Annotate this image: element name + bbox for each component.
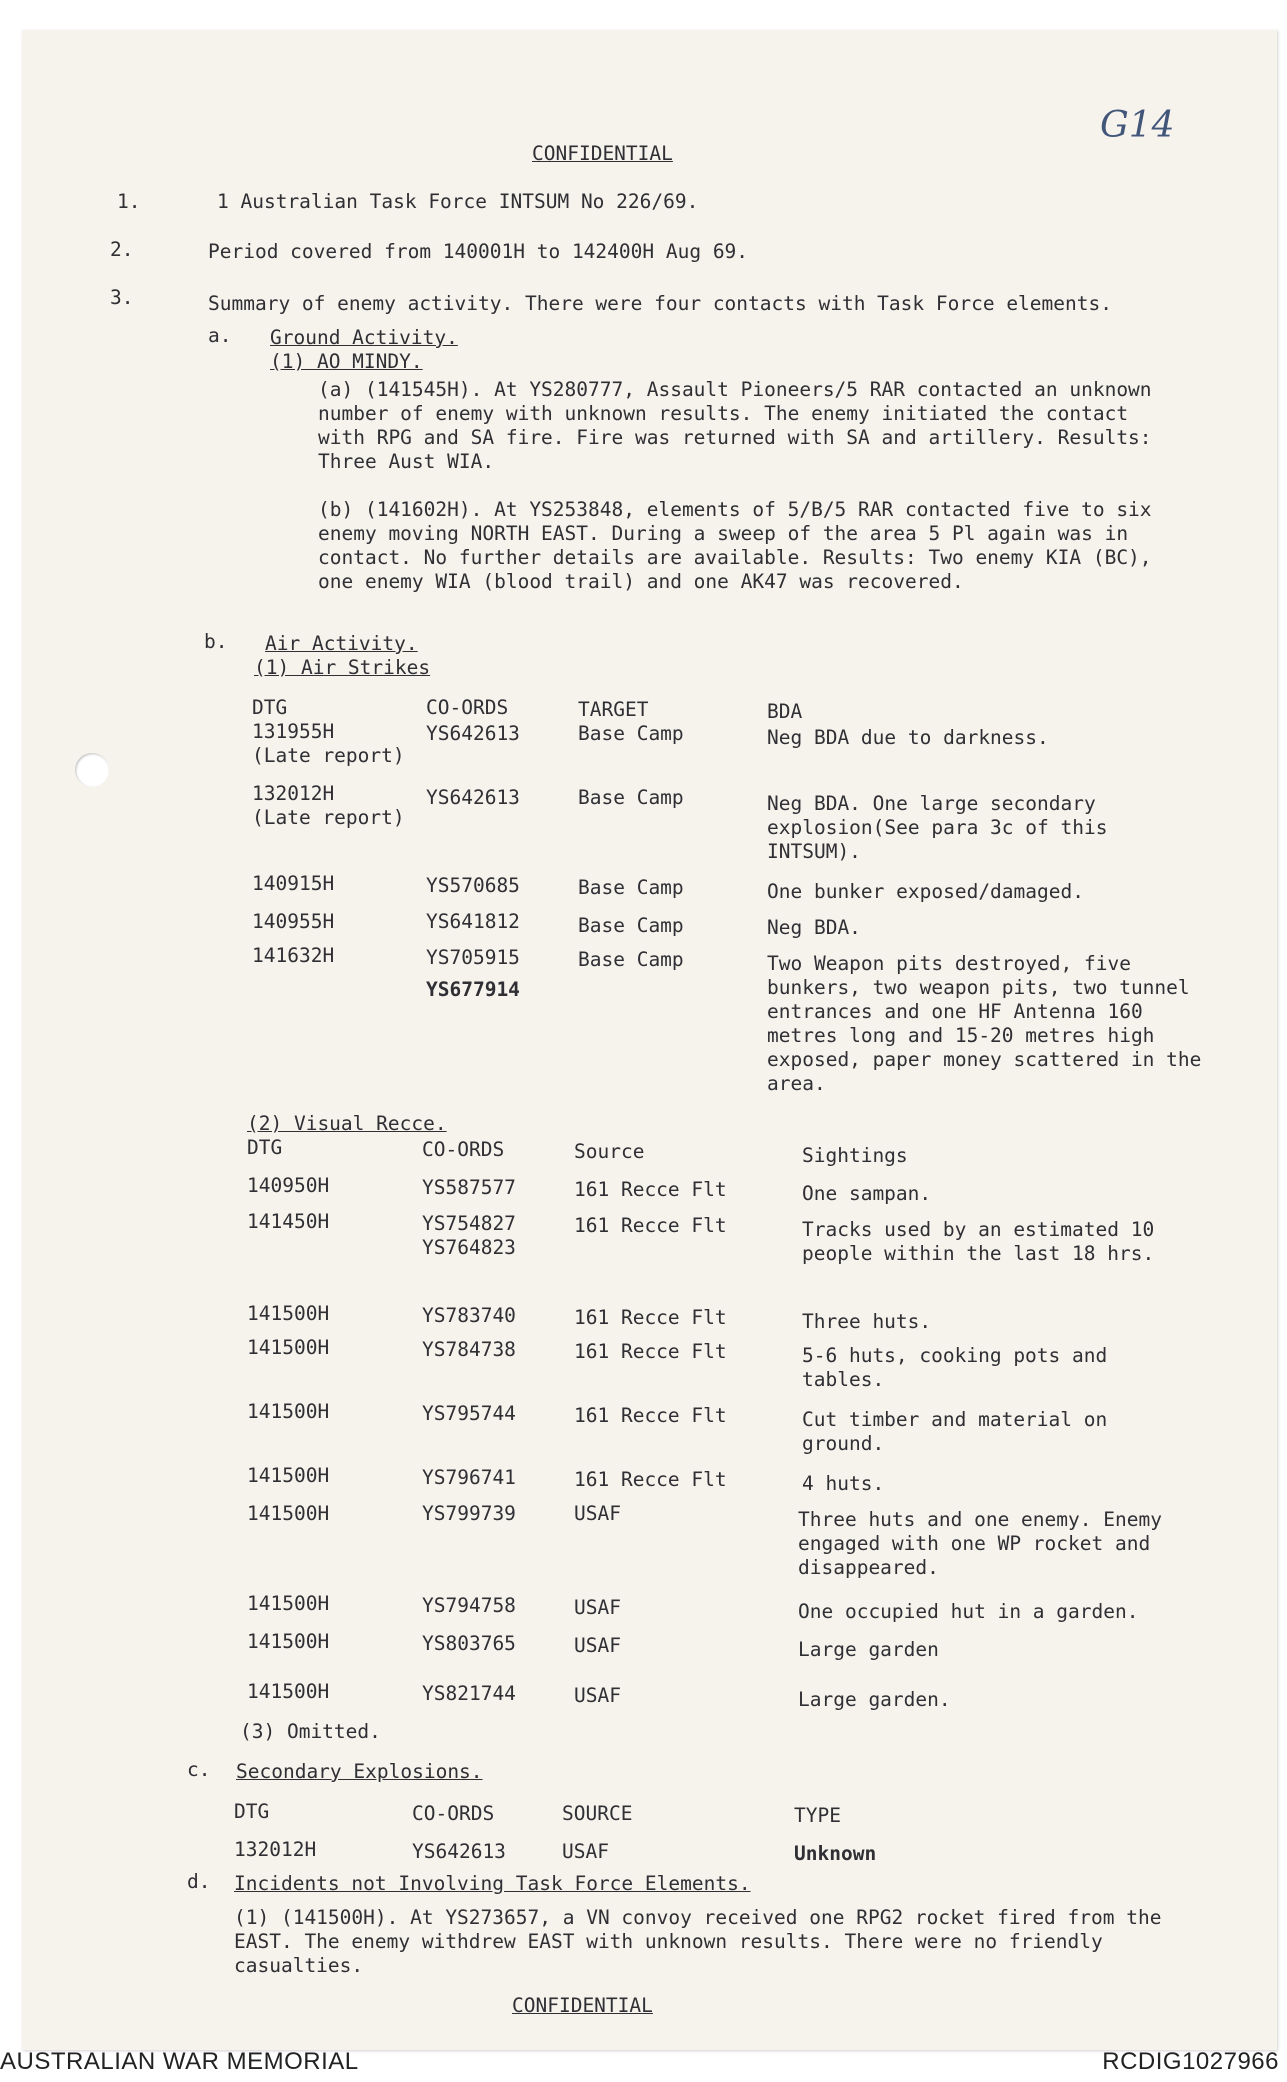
secondary-explosions-heading: Secondary Explosions.: [236, 1760, 483, 1783]
vr-sighting: Large garden.: [798, 1688, 951, 1711]
vr-source: 161 Recce Flt: [574, 1178, 727, 1201]
incident-text: (1) (141500H). At YS273657, a VN convoy received one RPG2 rocket fired from the EAST. The enemy withdrew EAST with unknown results. There were no friendly casualties.: [234, 1906, 1162, 1977]
se-dtg: 132012H: [234, 1838, 317, 1861]
vr-col-dtg: DTG: [247, 1136, 283, 1159]
vr-coords: YS794758: [422, 1594, 516, 1617]
item-number-3: 3.: [110, 286, 134, 309]
air-coords: YS570685: [426, 874, 520, 897]
vr-coords: YS754827: [422, 1212, 516, 1235]
vr-source: 161 Recce Flt: [574, 1468, 727, 1491]
para-letter-a: a.: [208, 324, 232, 347]
air-dtg: 131955H: [252, 720, 335, 743]
se-col-source: SOURCE: [562, 1802, 633, 1825]
air-strikes-heading: (1) Air Strikes: [254, 656, 431, 679]
se-col-coords: CO-ORDS: [412, 1802, 495, 1825]
vr-coords: YS783740: [422, 1304, 516, 1327]
air-dtg: 132012H: [252, 782, 335, 805]
ao-mindy-heading: (1) AO MINDY.: [270, 350, 423, 373]
vr-coords: YS799739: [422, 1502, 516, 1525]
vr-dtg: 140950H: [247, 1174, 330, 1197]
item-number-1: 1.: [117, 190, 141, 213]
air-col-target: TARGET: [578, 698, 649, 721]
air-coords: YS642613: [426, 786, 520, 809]
vr-col-coords: CO-ORDS: [422, 1138, 505, 1161]
vr-sighting: Three huts and one enemy. Enemy engaged with one WP rocket and disappeared.: [798, 1508, 1162, 1579]
vr-source: USAF: [574, 1596, 621, 1619]
vr-dtg: 141500H: [247, 1502, 330, 1525]
visual-recce-heading: (2) Visual Recce.: [247, 1112, 447, 1135]
vr-coords: YS803765: [422, 1632, 516, 1655]
vr-source: 161 Recce Flt: [574, 1214, 727, 1237]
vr-source: USAF: [574, 1684, 621, 1707]
vr-source: 161 Recce Flt: [574, 1404, 727, 1427]
vr-source: 161 Recce Flt: [574, 1306, 727, 1329]
vr-sighting: Large garden: [798, 1638, 939, 1661]
air-activity-heading: Air Activity.: [265, 632, 418, 655]
vr-sighting: 5-6 huts, cooking pots and tables.: [802, 1344, 1108, 1391]
vr-sighting: Cut timber and material on ground.: [802, 1408, 1108, 1455]
vr-dtg: 141500H: [247, 1630, 330, 1653]
vr-source: 161 Recce Flt: [574, 1340, 727, 1363]
footer-archive-name: AUSTRALIAN WAR MEMORIAL: [0, 2048, 359, 2075]
vr-dtg: 141500H: [247, 1592, 330, 1615]
contact-b-text: (b) (141602H). At YS253848, elements of 5/B/5 RAR contacted five to six enemy moving NORTH EAST. During a sweep of the area 5 Pl again was in contact. No further details are available. Results: Two enemy KIA (BC), one enemy WIA (blood trail) and one AK47 was recovered.: [318, 498, 1152, 593]
air-coords-handwritten: YS677914: [426, 978, 520, 1001]
air-target: Base Camp: [578, 876, 684, 899]
air-target: Base Camp: [578, 722, 684, 745]
air-dtg-note: (Late report): [252, 806, 405, 829]
vr-dtg: 141450H: [247, 1210, 330, 1233]
vr-dtg: 141500H: [247, 1400, 330, 1423]
se-source: USAF: [562, 1840, 609, 1863]
air-target: Base Camp: [578, 914, 684, 937]
folio-number: G14: [1100, 105, 1175, 146]
vr-col-sightings: Sightings: [802, 1144, 908, 1167]
vr-sighting: Three huts.: [802, 1310, 932, 1333]
punch-hole: [75, 753, 109, 787]
se-coords: YS642613: [412, 1840, 506, 1863]
contact-a-text: (a) (141545H). At YS280777, Assault Pioneers/5 RAR contacted an unknown number of enemy with unknown results. The enemy initiated the contact with RPG and SA fire. Fire was returned with SA and artillery. Results: Three Aust WIA.: [318, 378, 1152, 473]
se-col-dtg: DTG: [234, 1800, 270, 1823]
footer-reference-id: RCDIG1027966: [1102, 2048, 1279, 2075]
air-target: Base Camp: [578, 948, 684, 971]
air-bda: Two Weapon pits destroyed, five bunkers, two weapon pits, two tunnel entrances and one HF Antenna 160 metres long and 15-20 metres high exposed, paper money scattered in the area.: [767, 952, 1202, 1095]
period-covered: Period covered from 140001H to 142400H Aug 69.: [208, 240, 749, 263]
air-col-coords: CO-ORDS: [426, 696, 509, 719]
vr-dtg: 141500H: [247, 1680, 330, 1703]
vr-dtg: 141500H: [247, 1336, 330, 1359]
air-bda: Neg BDA.: [767, 916, 861, 939]
ground-activity-heading: Ground Activity.: [270, 326, 458, 349]
intsum-title: 1 Australian Task Force INTSUM No 226/69.: [217, 190, 699, 213]
classification-top: CONFIDENTIAL: [532, 142, 673, 165]
vr-sighting: 4 huts.: [802, 1472, 885, 1495]
summary-line: Summary of enemy activity. There were four contacts with Task Force elements.: [208, 292, 1112, 315]
air-coords: YS641812: [426, 910, 520, 933]
se-type: Unknown: [794, 1842, 877, 1865]
vr-dtg: 141500H: [247, 1464, 330, 1487]
air-dtg: 141632H: [252, 944, 335, 967]
air-bda: One bunker exposed/damaged.: [767, 880, 1084, 903]
para-letter-d: d.: [187, 1870, 211, 1893]
air-bda: Neg BDA. One large secondary explosion(See para 3c of this INTSUM).: [767, 792, 1108, 863]
incidents-heading: Incidents not Involving Task Force Elements.: [234, 1872, 751, 1895]
para-letter-c: c.: [187, 1758, 211, 1781]
item-number-2: 2.: [110, 238, 134, 261]
omitted-line: (3) Omitted.: [240, 1720, 381, 1743]
vr-sighting: One occupied hut in a garden.: [798, 1600, 1139, 1623]
vr-coords-secondary: YS764823: [422, 1236, 516, 1259]
air-dtg: 140955H: [252, 910, 335, 933]
classification-bottom: CONFIDENTIAL: [512, 1994, 653, 2017]
para-letter-b: b.: [204, 630, 228, 653]
vr-coords: YS587577: [422, 1176, 516, 1199]
vr-dtg: 141500H: [247, 1302, 330, 1325]
vr-coords: YS796741: [422, 1466, 516, 1489]
air-target: Base Camp: [578, 786, 684, 809]
vr-source: USAF: [574, 1634, 621, 1657]
vr-col-source: Source: [574, 1140, 645, 1163]
vr-sighting: One sampan.: [802, 1182, 932, 1205]
air-coords: YS705915: [426, 946, 520, 969]
air-coords: YS642613: [426, 722, 520, 745]
se-col-type: TYPE: [794, 1804, 841, 1827]
vr-coords: YS821744: [422, 1682, 516, 1705]
vr-source: USAF: [574, 1502, 621, 1525]
air-col-dtg: DTG: [252, 696, 288, 719]
air-dtg-note: (Late report): [252, 744, 405, 767]
document-page: [22, 30, 1277, 2050]
vr-coords: YS795744: [422, 1402, 516, 1425]
vr-sighting: Tracks used by an estimated 10 people within the last 18 hrs.: [802, 1218, 1155, 1265]
air-dtg: 140915H: [252, 872, 335, 895]
vr-coords: YS784738: [422, 1338, 516, 1361]
air-bda: Neg BDA due to darkness.: [767, 726, 1049, 749]
air-col-bda: BDA: [767, 700, 803, 723]
